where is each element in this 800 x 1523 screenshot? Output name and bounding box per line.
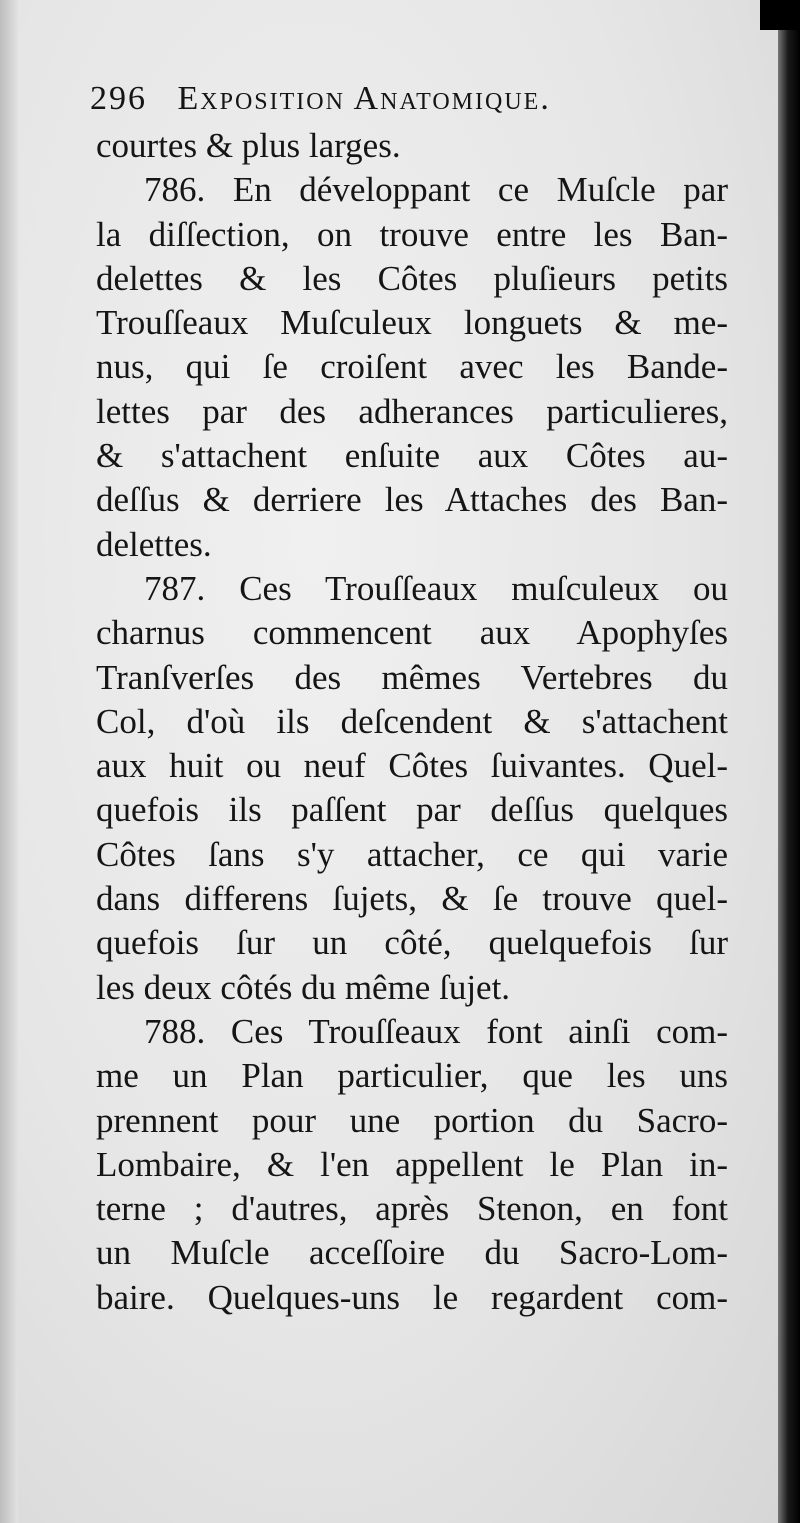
body-text [96, 124, 728, 1320]
text-line: aux huit ou neuf Côtes ſuivantes. Quel- [96, 746, 728, 786]
page-corner-shadow [760, 0, 800, 30]
text-line: un Muſcle acceſſoire du Sacro-Lom- [96, 1233, 728, 1273]
page-left-edge [0, 0, 18, 1523]
text-line: & s'attachent enſuite aux Côtes au- [96, 436, 728, 476]
text-line: lettes par des adherances particulieres, [96, 391, 728, 431]
page-number: 296 [90, 80, 147, 117]
text-line: 787. Ces Trouſſeaux muſculeux ou [144, 568, 728, 608]
text-line: delettes & les Côtes pluſieurs petits [96, 258, 728, 298]
text-line: Côtes ſans s'y attacher, ce qui varie [96, 834, 728, 874]
text-line: charnus commencent aux Apophyſes [96, 613, 728, 653]
running-header [90, 74, 690, 124]
text-line: deſſus & derriere les Attaches des Ban- [96, 480, 728, 520]
page-edge-shadow [778, 0, 800, 1523]
text-line: me un Plan particulier, que les uns [96, 1056, 728, 1096]
text-line: courtes & plus larges. [96, 126, 401, 165]
text-line: 786. En développant ce Muſcle par [144, 170, 728, 210]
text-line: Lombaire, & l'en appellent le Plan in- [96, 1144, 728, 1184]
text-line: 788. Ces Trouſſeaux font ainſi com- [144, 1011, 728, 1051]
text-line: baire. Quelques-uns le regardent com- [96, 1277, 728, 1317]
text-line: les deux côtés du même ſujet. [96, 967, 511, 1007]
text-line: dans differens ſujets, & ſe trouve quel- [96, 879, 728, 919]
text-line: delettes. [96, 524, 212, 564]
text-line: quefois ſur un côté, quelquefois ſur [96, 923, 728, 963]
running-title: Exposition Anatomique. [177, 80, 551, 117]
text-line: terne ; d'autres, après Stenon, en font [96, 1189, 728, 1229]
text-line: la diſſection, on trouve entre les Ban- [96, 214, 728, 254]
text-line: nus, qui ſe croiſent avec les Bande- [96, 347, 728, 387]
text-line: Tranſverſes des mêmes Vertebres du [96, 657, 728, 697]
text-line: prennent pour une portion du Sacro- [96, 1100, 728, 1140]
text-line: quefois ils paſſent par deſſus quelques [96, 790, 728, 830]
text-line: Trouſſeaux Muſculeux longuets & me- [96, 303, 728, 343]
text-line: Col, d'où ils deſcendent & s'attachent [96, 701, 728, 741]
